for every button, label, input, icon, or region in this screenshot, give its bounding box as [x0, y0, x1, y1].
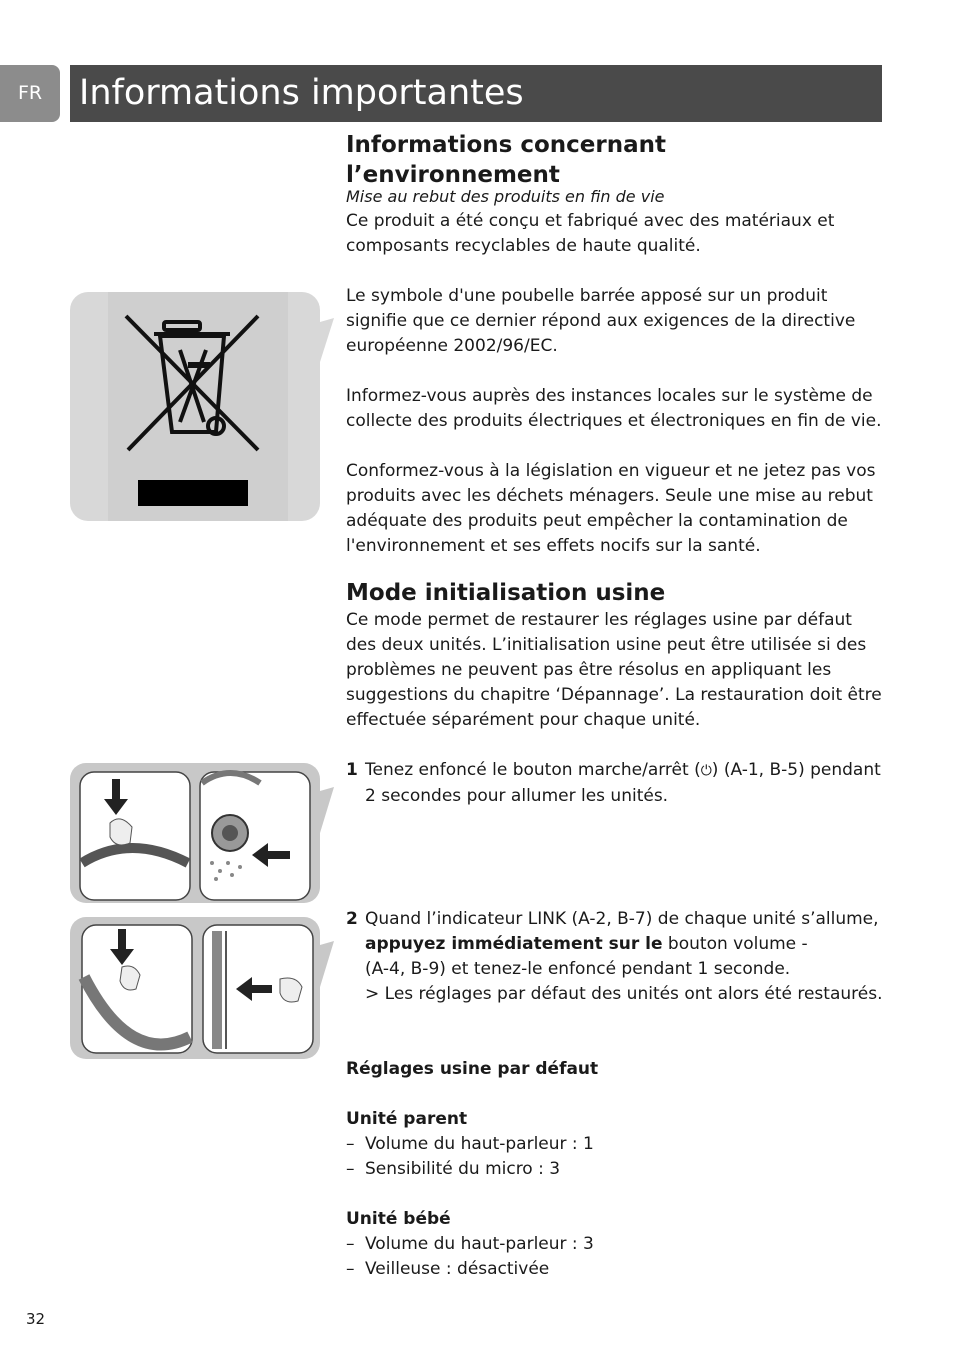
environment-section	[346, 130, 886, 190]
reset-step-1	[346, 758, 886, 809]
reset-intro: Ce mode permet de restaurer les réglages usine par défaut des deux unités. L’initialisation usine peut être utilisée si des problèmes ne peuvent pas être résolus en appliquant les suggestions du chapitre ‘Dépannage’. La restauration doit être effectuée séparément pour chaque unité.	[346, 610, 882, 730]
baby-item: – Volume du haut-parleur : 3	[346, 1232, 886, 1257]
crossed-bin-icon	[70, 292, 334, 522]
reset-heading: Mode initialisation usine	[346, 580, 666, 606]
baby-unit-heading: Unité bébé	[346, 1209, 451, 1229]
step-2-text-bold: appuyez immédiatement sur le	[365, 934, 663, 954]
environment-p3: Informez-vous auprès des instances locales sur le système de collecte des produits électriques et électroniques en fin de vie.	[346, 386, 882, 431]
step-1-illustration	[70, 763, 334, 907]
power-icon: ⏻	[700, 763, 712, 779]
environment-p1: Ce produit a été conçu et fabriqué avec des matériaux et composants recyclables de haute qualité.	[346, 211, 835, 256]
page-number: 32	[26, 1310, 46, 1328]
parent-unit-heading: Unité parent	[346, 1109, 468, 1129]
language-tab: FR	[0, 65, 60, 122]
environment-body	[346, 184, 886, 559]
step-2-result: > Les réglages par défaut des unités ont alors été restaurés.	[365, 984, 883, 1004]
step-2-text-b: bouton volume -	[662, 934, 808, 954]
environment-p2: Le symbole d'une poubelle barrée apposé sur un produit signifie que ce dernier répond aux exigences de la directive européenne 2002/96/EC.	[346, 286, 856, 356]
baby-item: – Veilleuse : désactivée	[346, 1257, 886, 1282]
environment-p4: Conformez-vous à la législation en vigueur et ne jetez pas vos produits avec les déchets ménagers. Seule une mise au rebut adéquate des produits peut empêcher la contamination de l'environnement et ses effets nocifs sur la santé.	[346, 461, 876, 556]
step-1-number: 1	[346, 760, 358, 780]
step-1-text-a: Tenez enfoncé le bouton marche/arrêt (	[365, 760, 701, 780]
parent-item: – Sensibilité du micro : 3	[346, 1157, 886, 1182]
step-1-text-b: ) (A-1, B-5) pendant 2 secondes pour allumer les unités.	[365, 760, 881, 806]
step-2-illustration	[70, 917, 334, 1063]
environment-heading: Informations concernant l’environnement	[346, 132, 666, 188]
reset-step-2	[346, 907, 886, 1007]
defaults-heading: Réglages usine par défaut	[346, 1059, 599, 1079]
step-2-text-a: Quand l’indicateur LINK (A-2, B-7) de chaque unité s’allume,	[365, 909, 879, 929]
defaults-section	[346, 1057, 886, 1282]
step-2-text-c: (A-4, B-9) et tenez-le enfoncé pendant 1 seconde.	[365, 959, 791, 979]
reset-section	[346, 578, 886, 733]
environment-subtitle: Mise au rebut des produits en fin de vie	[346, 187, 665, 206]
step-2-number: 2	[346, 909, 358, 929]
page-title: Informations importantes	[70, 65, 882, 122]
parent-item: – Volume du haut-parleur : 1	[346, 1132, 886, 1157]
weee-illustration	[70, 292, 334, 526]
